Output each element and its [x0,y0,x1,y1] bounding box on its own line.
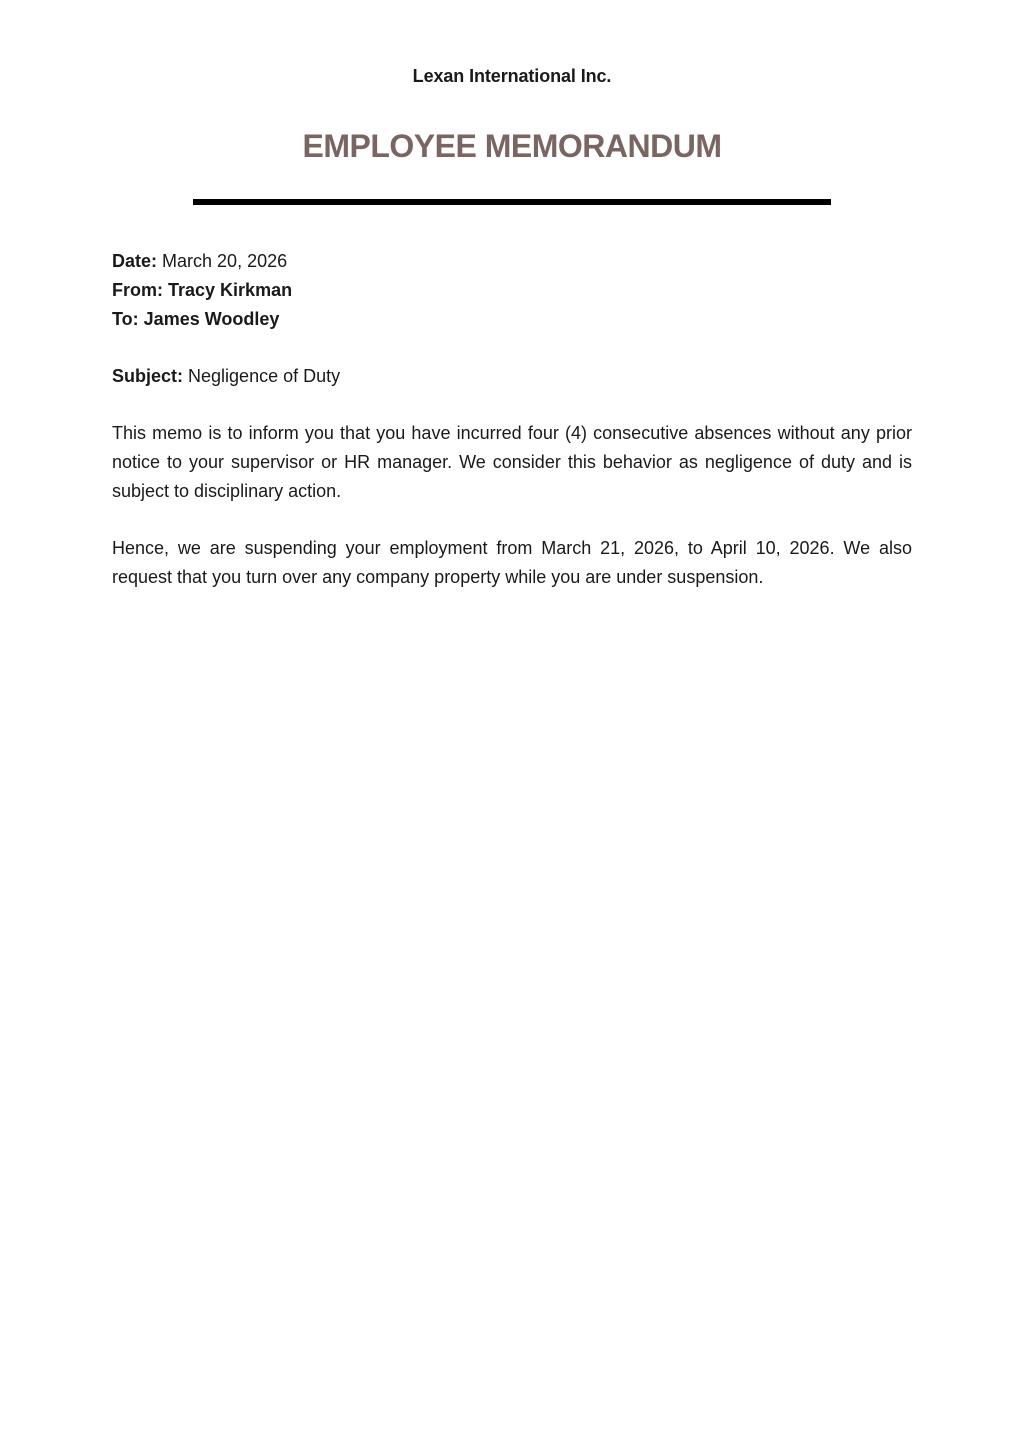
memo-header-fields [112,247,912,334]
date-value: March 20, 2026 [162,251,288,271]
from-label: From: [112,280,163,300]
body-paragraph: This memo is to inform you that you have incurred four (4) consecutive absences without any prior notice to your supervisor or HR manager. We consider this behavior as negligence of duty and is subject to disciplinary action. [112,423,912,501]
from-value: Tracy Kirkman [168,280,293,300]
from-line [112,276,912,305]
title-divider [193,199,831,205]
to-label: To: [112,309,139,329]
date-line [112,247,912,276]
subject-value: Negligence of Duty [188,366,341,386]
subject-label: Subject: [112,366,184,386]
to-line [112,305,912,334]
date-label: Date: [112,251,158,271]
memo-title: EMPLOYEE MEMORANDUM [302,128,722,164]
body-paragraph: Hence, we are suspending your employment from March 21, 2026, to April 10, 2026. We also request that you turn over any company property while you are under suspension. [112,538,912,587]
company-name: Lexan International Inc. [412,66,612,86]
subject-line [112,362,912,391]
to-value: James Woodley [143,309,280,329]
